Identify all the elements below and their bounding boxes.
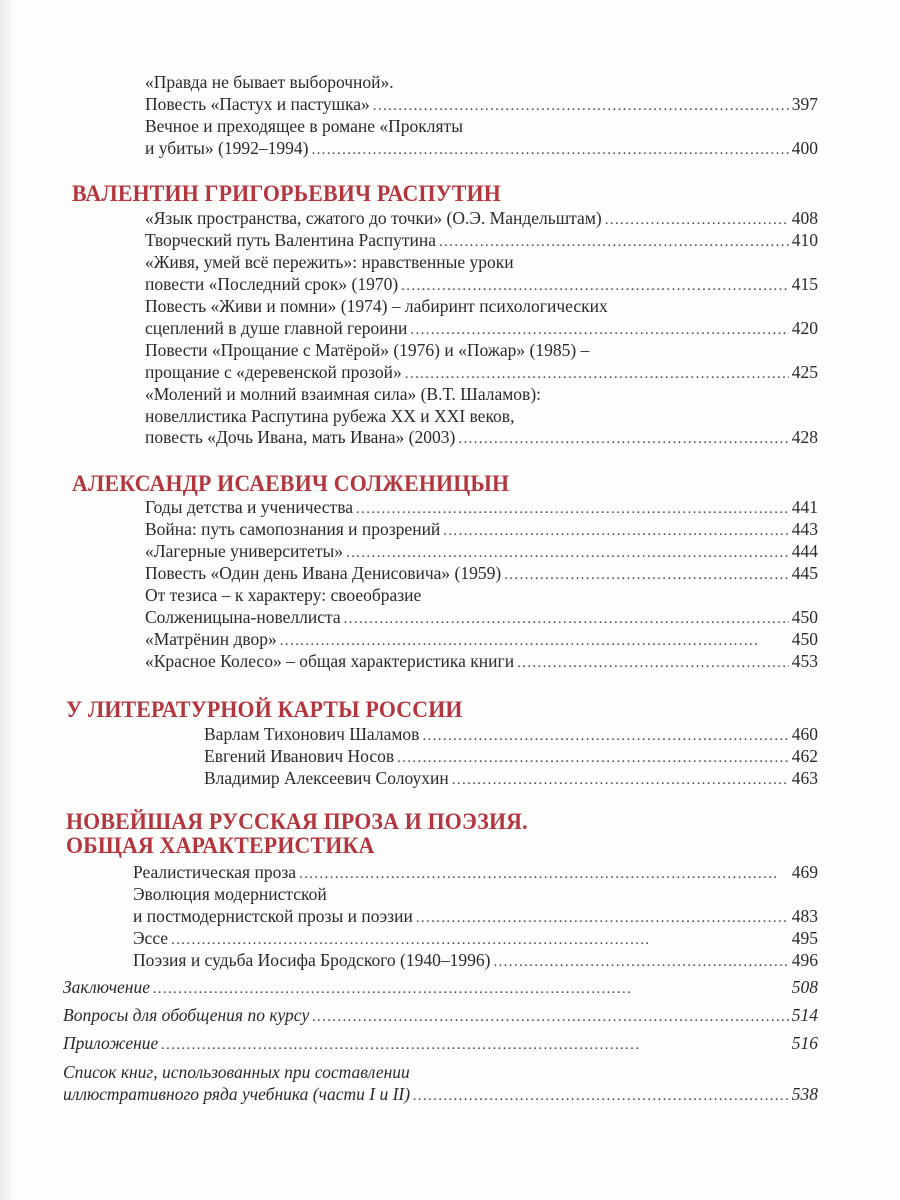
toc-entry[interactable] [145,230,818,254]
toc-entry[interactable] [145,208,818,232]
dot-leader [356,499,789,521]
page-number: 453 [791,651,818,671]
page-edge-shadow [0,0,14,1200]
page-number: 408 [791,208,818,228]
toc-entry[interactable] [133,884,818,929]
entry-line: Список книг, использованных при составлении [63,1062,410,1082]
toc-entry[interactable] [204,768,818,792]
entry-line: Евгений Иванович Носов [204,746,395,766]
toc-entry[interactable] [133,950,818,974]
dot-leader [410,320,788,342]
dot-leader [373,96,789,118]
page-number: 397 [791,93,818,114]
toc-entry-illustrations-list[interactable] [63,1062,818,1107]
toc-entry[interactable] [204,724,818,748]
entry-line: Повесть «Живи и помни» (1974) – лабиринт психологических [145,296,608,316]
dot-leader [299,864,789,886]
dot-leader [346,543,789,565]
dot-leader [517,653,789,675]
entry-line: повести «Последний срок» (1970) [145,273,399,294]
dot-leader [171,930,789,952]
section-heading-rasputin[interactable] [72,182,501,206]
toc-entry-questions[interactable] [63,1005,818,1029]
entry-line: Война: путь самопознания и прозрений [145,519,441,539]
toc-entry[interactable] [133,928,818,952]
entry-line: «Молений и молний взаимная сила» (В.Т. Шаламов): [145,384,542,404]
page-number: 400 [791,137,818,158]
dot-leader [452,770,789,792]
entry-line: повесть «Дочь Ивана, мать Ивана» (2003) [145,427,456,448]
page-number: 415 [791,273,818,294]
dot-leader [311,140,788,162]
page-number: 460 [791,724,818,744]
page-number: 508 [791,977,818,997]
entry-line: новеллистика Распутина рубежа XX и XXI веков, [145,405,515,426]
entry-line: Повесть «Один день Ивана Денисовича» (1959) [145,563,502,583]
heading-text: АЛЕКСАНДР ИСАЕВИЧ СОЛЖЕНИЦЫН [72,471,510,497]
entry-line: «Красное Колесо» – общая характеристика книги [145,651,515,671]
toc-entry[interactable] [145,629,818,653]
heading-text: ОБЩАЯ ХАРАКТЕРИСТИКА [66,833,375,859]
page-number: 445 [791,563,818,583]
heading-text: НОВЕЙШАЯ РУССКАЯ ПРОЗА И ПОЭЗИЯ. [66,809,528,835]
dot-leader [401,276,789,298]
entry-line: Эссе [133,928,169,948]
toc-entry-conclusion[interactable] [63,977,818,1001]
toc-entry[interactable] [145,116,818,161]
page-number: 428 [791,427,818,448]
entry-line: и постмодернистской прозы и поэзии [133,905,413,926]
toc-entry[interactable] [133,862,818,886]
entry-line: «Живя, умей всё пережить»: нравственные уроки [145,252,514,272]
entry-line: Приложение [63,1033,159,1053]
dot-leader [312,1007,789,1029]
entry-line: «Матрёнин двор» [145,629,277,649]
dot-leader [443,521,788,543]
entry-line: «Язык пространства, сжатого до точки» (О.Э. Мандельштам) [145,208,602,228]
page-number: 444 [791,541,818,561]
page-number: 495 [791,928,818,948]
section-heading-newest-prose[interactable] [66,810,528,858]
toc-entry[interactable] [145,252,818,297]
dot-leader [280,631,789,653]
toc-entry[interactable] [145,519,818,543]
toc-entry[interactable] [145,72,818,117]
entry-line: Солженицына-новеллиста [145,606,341,627]
heading-text: У ЛИТЕРАТУРНОЙ КАРТЫ РОССИИ [66,697,463,723]
entry-line: сцеплений в душе главной героини [145,317,408,338]
section-heading-literary-map[interactable] [66,698,463,722]
entry-line: Заключение [63,977,151,997]
page-number: 450 [791,629,818,649]
dot-leader [605,210,789,232]
entry-line: иллюстративного ряда учебника (части I и II) [63,1083,411,1104]
dot-leader [397,748,789,770]
toc-entry[interactable] [145,541,818,565]
entry-line: Варлам Тихонович Шаламов [204,724,420,744]
entry-line: От тезиса – к характеру: своеобразие [145,585,422,605]
page-number: 469 [791,862,818,882]
dot-leader [493,952,788,974]
dot-leader [416,908,789,930]
page-number: 538 [791,1083,818,1104]
dot-leader [344,609,789,631]
entry-line: и убиты» (1992–1994) [145,137,309,158]
page-number: 450 [791,606,818,627]
page-number: 425 [791,361,818,382]
page-number: 462 [791,746,818,766]
page-number: 483 [791,905,818,926]
entry-line: Вопросы для обобщения по курсу [63,1005,310,1025]
toc-entry[interactable] [204,746,818,770]
toc-entry[interactable] [145,563,818,587]
dot-leader [161,1035,788,1057]
entry-line: Реалистическая проза [133,862,297,882]
page-number: 441 [791,497,818,517]
entry-line: Повесть «Пастух и пастушка» [145,93,370,114]
section-heading-solzhenitsyn[interactable] [72,472,509,496]
entry-line: «Лагерные университеты» [145,541,343,561]
entry-line: Творческий путь Валентина Распутина [145,230,437,250]
page-number: 420 [791,317,818,338]
toc-entry[interactable] [145,651,818,675]
entry-line: Повести «Прощание с Матёрой» (1976) и «Пожар» (1985) – [145,340,590,360]
entry-line: Владимир Алексеевич Солоухин [204,768,449,788]
page-number: 514 [791,1005,818,1025]
page-number: 516 [791,1033,818,1053]
dot-leader [458,429,788,451]
page-number: 410 [791,230,818,250]
toc-entry[interactable] [145,384,818,451]
page-number: 496 [791,950,818,970]
toc-entry[interactable] [145,296,818,341]
dot-leader [422,726,788,748]
entry-line: «Правда не бывает выборочной». [145,72,394,92]
dot-leader [413,1086,789,1108]
toc-entry-appendix[interactable] [63,1033,818,1057]
entry-line: Поэзия и судьба Иосифа Бродского (1940–1996) [133,950,491,970]
entry-line: Годы детства и ученичества [145,497,353,517]
entry-line: прощание с «деревенской прозой» [145,361,402,382]
toc-entry[interactable] [145,340,818,385]
page-number: 443 [791,519,818,539]
page-number: 463 [791,768,818,788]
entry-line: Эволюция модернистской [133,884,327,904]
dot-leader [439,232,789,254]
entry-line: Вечное и преходящее в романе «Прокляты [145,116,463,136]
toc-entry[interactable] [145,585,818,630]
heading-text: ВАЛЕНТИН ГРИГОРЬЕВИЧ РАСПУТИН [72,181,502,207]
dot-leader [405,364,789,386]
toc-entry[interactable] [145,497,818,521]
dot-leader [153,979,789,1001]
dot-leader [504,565,789,587]
